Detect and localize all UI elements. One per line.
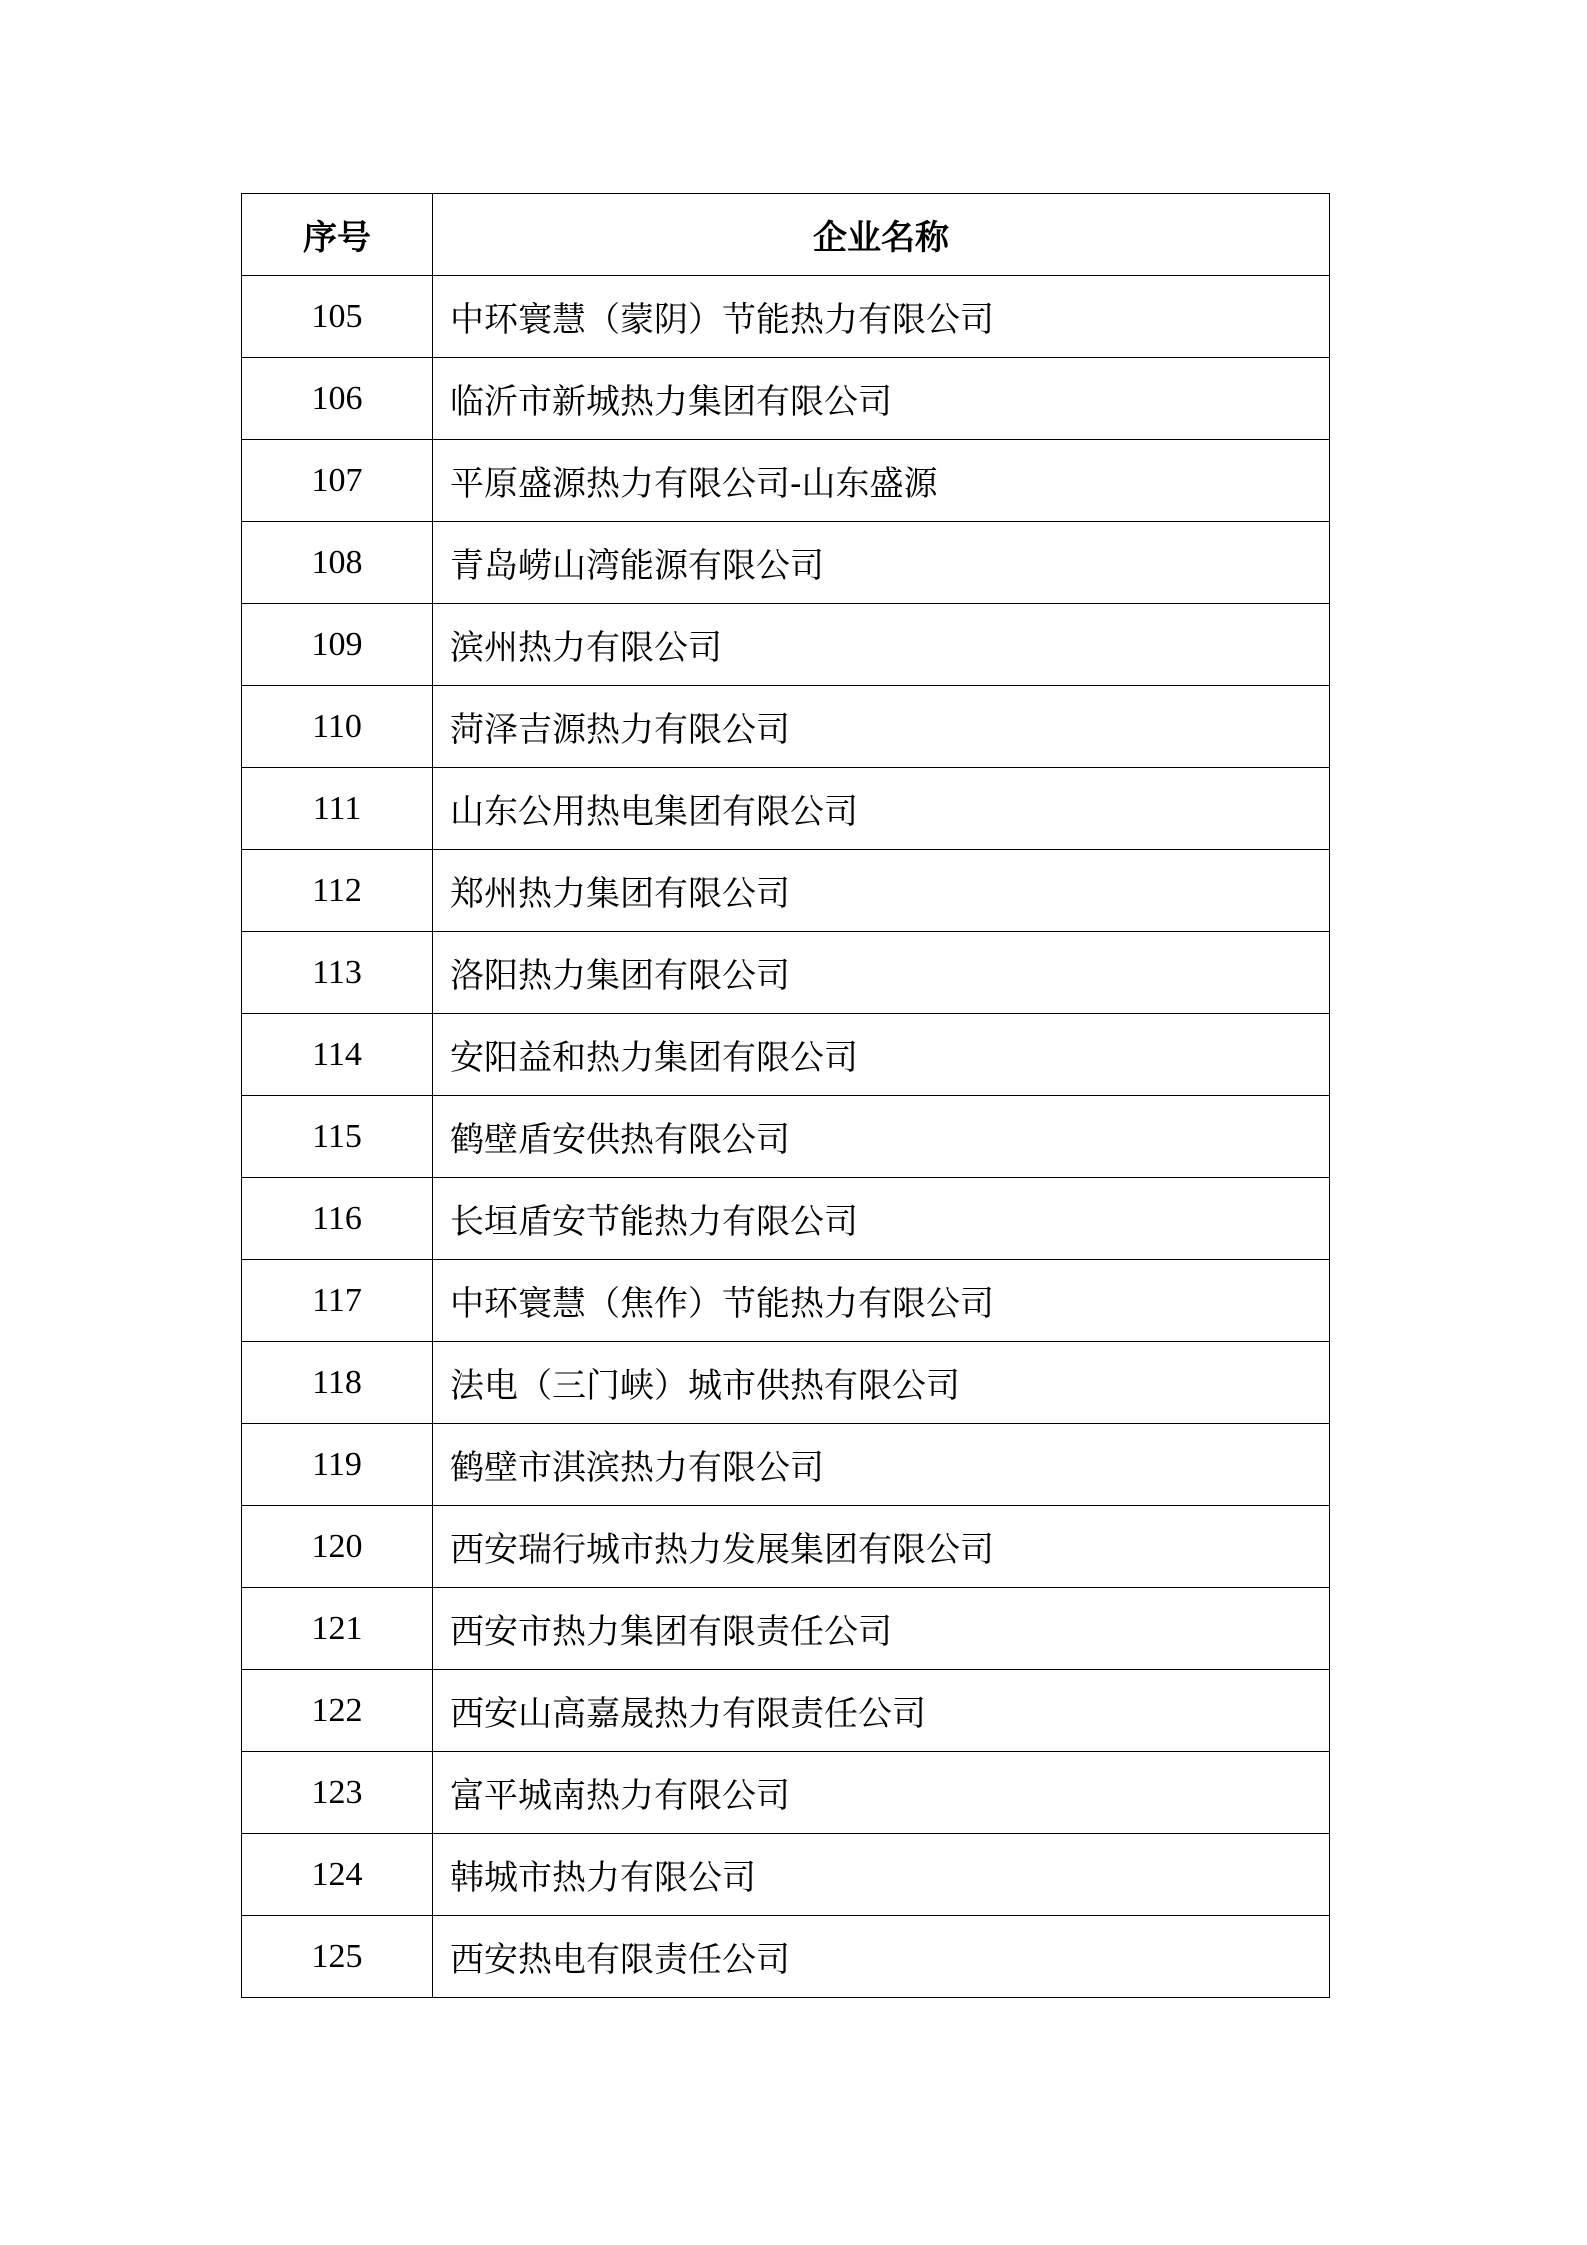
table-header-row	[242, 194, 1330, 276]
row-seq-number: 119	[242, 1424, 433, 1506]
row-seq-number: 107	[242, 440, 433, 522]
row-seq-number: 121	[242, 1588, 433, 1670]
row-seq-number: 112	[242, 850, 433, 932]
row-enterprise-name: 安阳益和热力集团有限公司	[433, 1014, 1330, 1096]
row-enterprise-name: 郑州热力集团有限公司	[433, 850, 1330, 932]
row-enterprise-name: 西安山高嘉晟热力有限责任公司	[433, 1670, 1330, 1752]
row-seq-number: 109	[242, 604, 433, 686]
row-enterprise-name: 平原盛源热力有限公司-山东盛源	[433, 440, 1330, 522]
row-enterprise-name: 西安瑞行城市热力发展集团有限公司	[433, 1506, 1330, 1588]
row-seq-number: 111	[242, 768, 433, 850]
row-seq-number: 120	[242, 1506, 433, 1588]
row-seq-number: 105	[242, 276, 433, 358]
row-enterprise-name: 西安市热力集团有限责任公司	[433, 1588, 1330, 1670]
table-row	[242, 686, 1330, 768]
row-seq-number: 124	[242, 1834, 433, 1916]
row-seq-number: 123	[242, 1752, 433, 1834]
row-enterprise-name: 青岛崂山湾能源有限公司	[433, 522, 1330, 604]
header-seq: 序号	[242, 194, 433, 276]
row-seq-number: 115	[242, 1096, 433, 1178]
row-enterprise-name: 洛阳热力集团有限公司	[433, 932, 1330, 1014]
row-enterprise-name: 韩城市热力有限公司	[433, 1834, 1330, 1916]
table-row	[242, 358, 1330, 440]
table-row	[242, 1260, 1330, 1342]
table-row	[242, 1014, 1330, 1096]
table-row	[242, 276, 1330, 358]
row-enterprise-name: 富平城南热力有限公司	[433, 1752, 1330, 1834]
table-row	[242, 1834, 1330, 1916]
table-row	[242, 1588, 1330, 1670]
row-seq-number: 116	[242, 1178, 433, 1260]
row-seq-number: 113	[242, 932, 433, 1014]
row-seq-number: 122	[242, 1670, 433, 1752]
row-enterprise-name: 鹤壁市淇滨热力有限公司	[433, 1424, 1330, 1506]
row-enterprise-name: 鹤壁盾安供热有限公司	[433, 1096, 1330, 1178]
row-enterprise-name: 山东公用热电集团有限公司	[433, 768, 1330, 850]
table-row	[242, 1178, 1330, 1260]
table-row	[242, 1670, 1330, 1752]
row-enterprise-name: 中环寰慧（焦作）节能热力有限公司	[433, 1260, 1330, 1342]
table-row	[242, 1342, 1330, 1424]
enterprise-table	[241, 193, 1330, 1998]
row-enterprise-name: 长垣盾安节能热力有限公司	[433, 1178, 1330, 1260]
table-row	[242, 768, 1330, 850]
table-row	[242, 1752, 1330, 1834]
row-seq-number: 117	[242, 1260, 433, 1342]
table-row	[242, 1506, 1330, 1588]
table-row	[242, 1916, 1330, 1998]
row-seq-number: 125	[242, 1916, 433, 1998]
row-enterprise-name: 菏泽吉源热力有限公司	[433, 686, 1330, 768]
header-enterprise-name: 企业名称	[433, 194, 1330, 276]
table-row	[242, 850, 1330, 932]
table-body	[242, 276, 1330, 1998]
table-row	[242, 1424, 1330, 1506]
row-enterprise-name: 法电（三门峡）城市供热有限公司	[433, 1342, 1330, 1424]
row-enterprise-name: 滨州热力有限公司	[433, 604, 1330, 686]
row-seq-number: 108	[242, 522, 433, 604]
row-seq-number: 106	[242, 358, 433, 440]
table-row	[242, 1096, 1330, 1178]
row-seq-number: 114	[242, 1014, 433, 1096]
table-row	[242, 440, 1330, 522]
table-row	[242, 604, 1330, 686]
row-enterprise-name: 西安热电有限责任公司	[433, 1916, 1330, 1998]
row-enterprise-name: 中环寰慧（蒙阴）节能热力有限公司	[433, 276, 1330, 358]
table-row	[242, 932, 1330, 1014]
row-seq-number: 118	[242, 1342, 433, 1424]
row-enterprise-name: 临沂市新城热力集团有限公司	[433, 358, 1330, 440]
table-row	[242, 522, 1330, 604]
row-seq-number: 110	[242, 686, 433, 768]
